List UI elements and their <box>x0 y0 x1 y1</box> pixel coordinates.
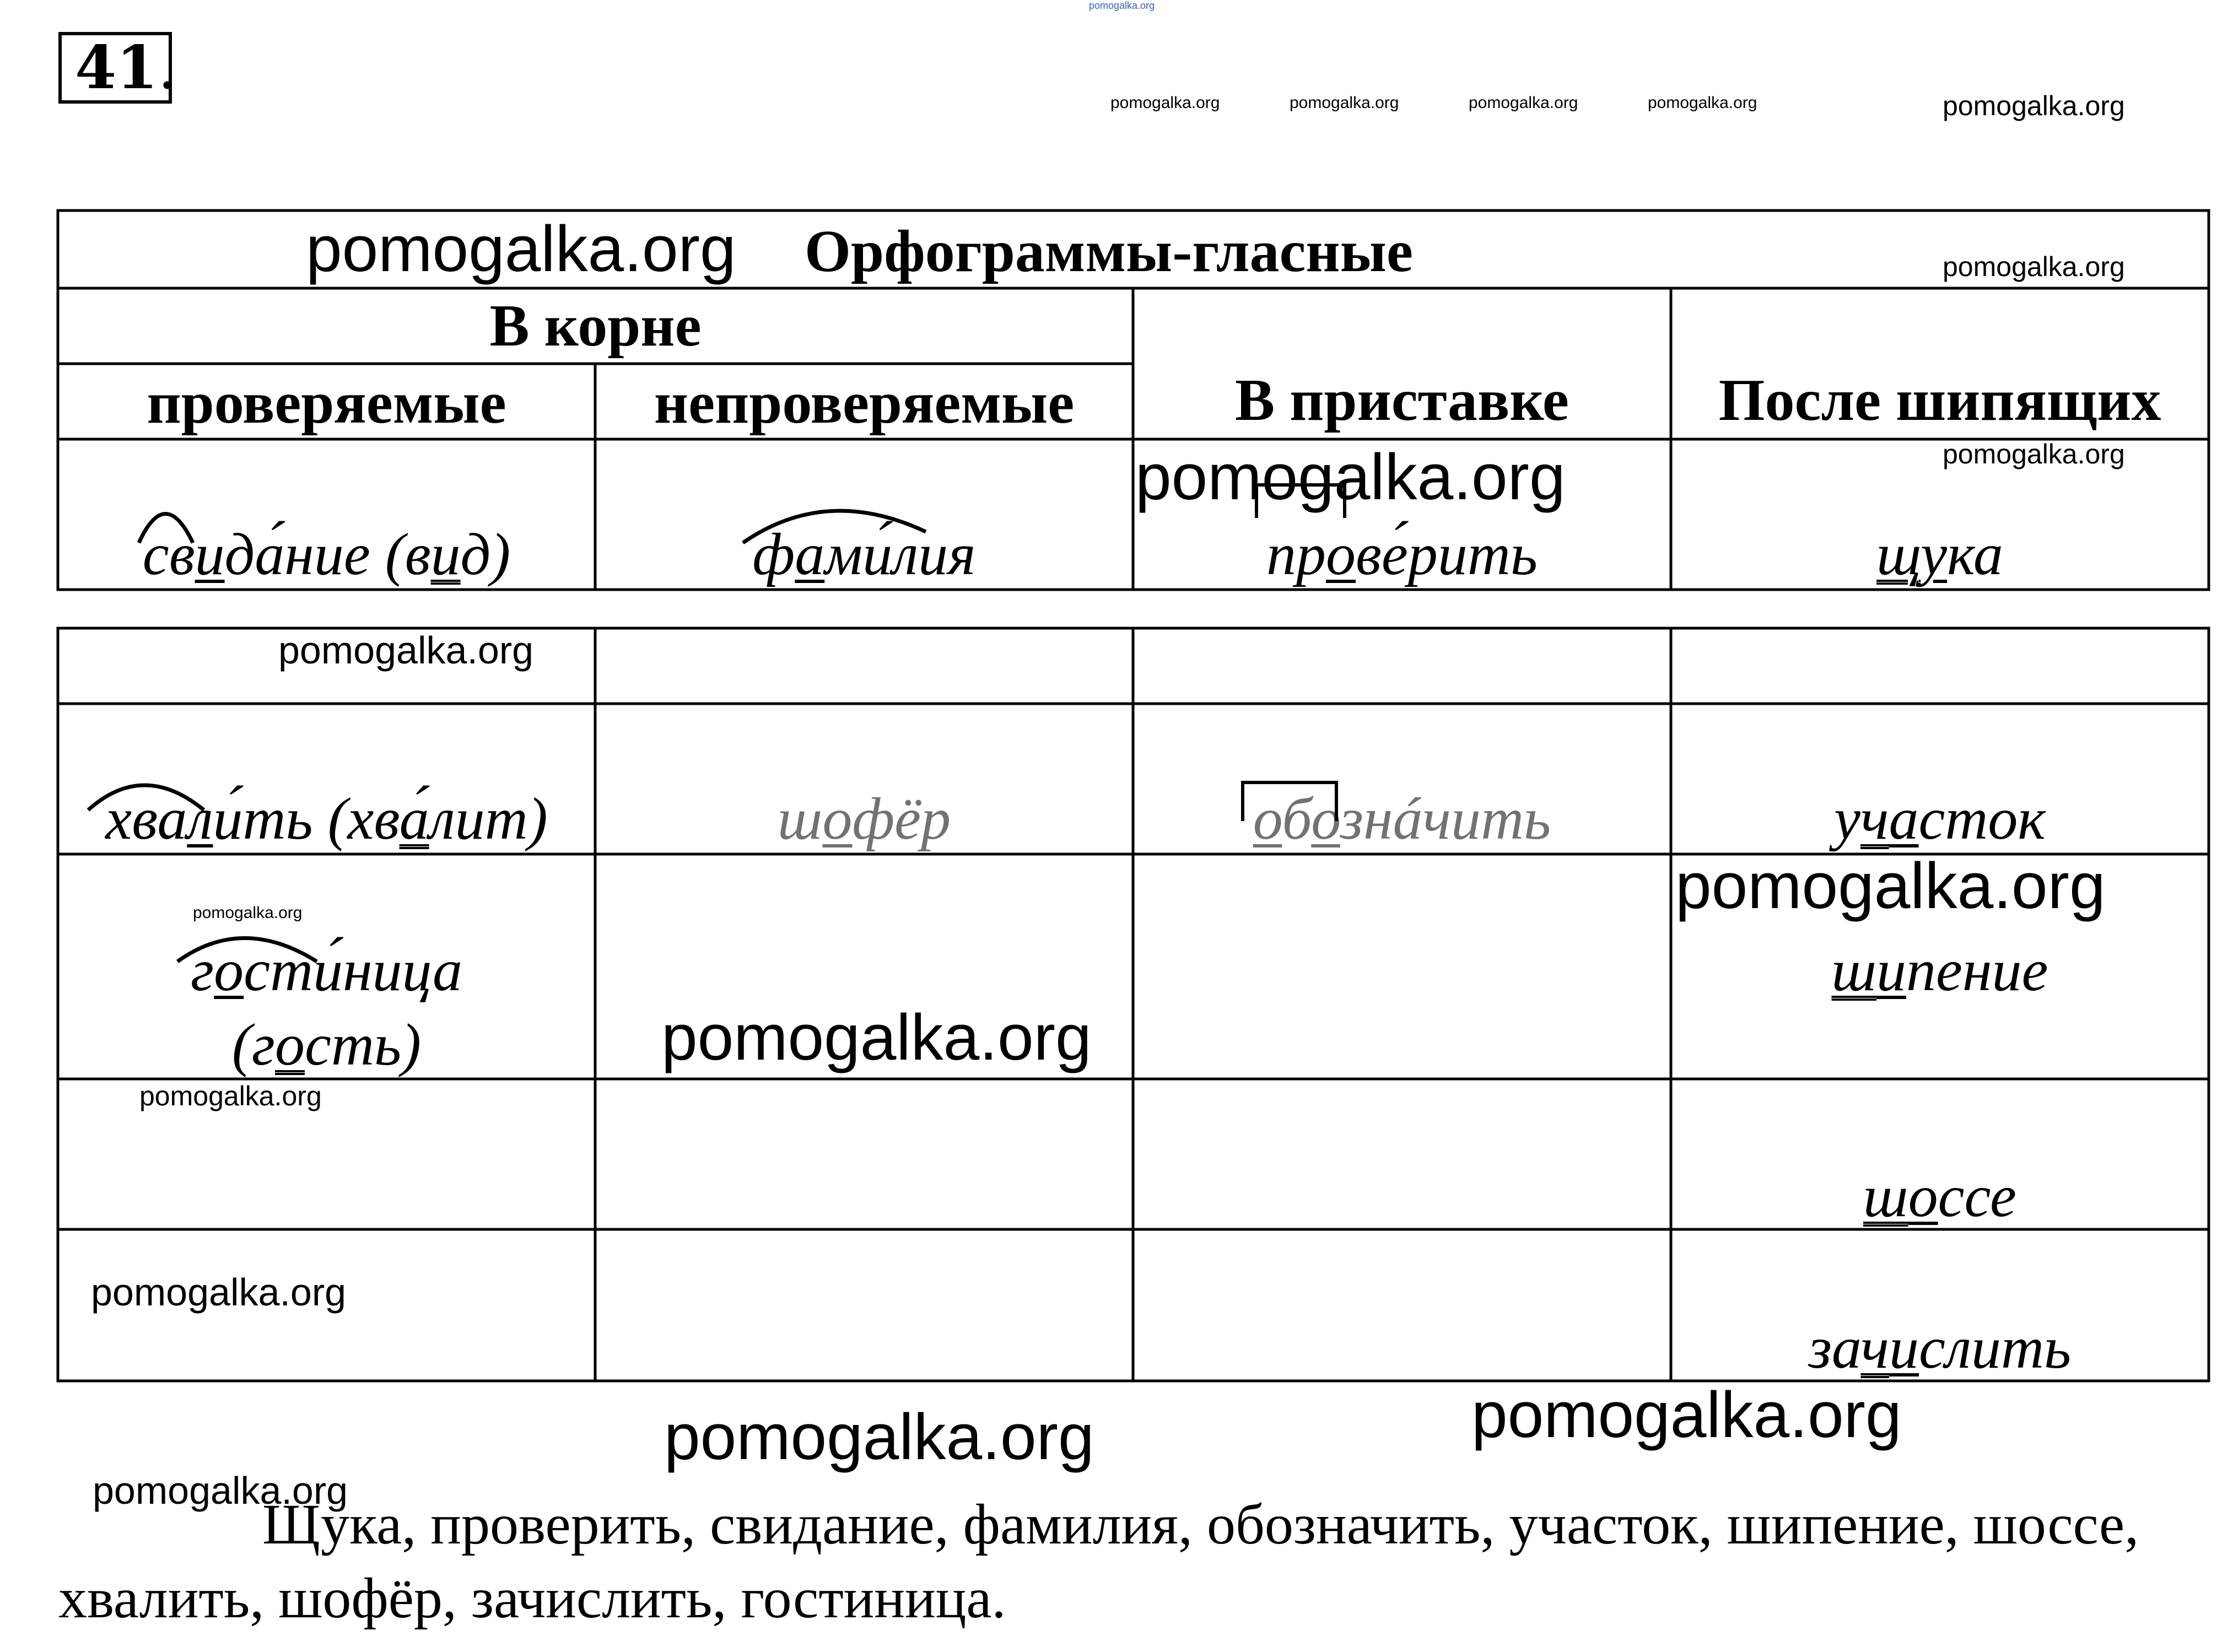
text-part: б <box>1282 786 1312 852</box>
text-part: да́ние (в <box>224 522 431 587</box>
watermark-bottom-center: pomogalka.org <box>664 1401 1094 1473</box>
text-part: (г <box>231 1012 276 1078</box>
text-part: фёр <box>852 786 951 852</box>
word-list-paragraph: Щука, проверить, свидание, фамилия, обозначить, участок, шипение, шоссе, хвалить, шофёр, зачислить, гостиница. <box>58 1493 2139 1630</box>
word-shipenie <box>1671 937 2209 1005</box>
word-familiya <box>595 521 1133 589</box>
watermark-top-1: pomogalka.org <box>1110 94 1220 112</box>
text-part: пр <box>1266 522 1326 587</box>
word-gostinitsa <box>58 937 595 1005</box>
text-part: ш <box>1831 938 1877 1003</box>
watermark-tiny-top: pomogalka.org <box>1089 0 1155 11</box>
watermark-title-right: pomogalka.org <box>1943 251 2125 282</box>
header-after-hissing: После шипящих <box>1718 368 2161 433</box>
header-in-root: В корне <box>489 293 702 359</box>
text-part: сть) <box>305 1012 422 1078</box>
text-part: за <box>1808 1315 1861 1381</box>
text-part: д) <box>460 522 511 587</box>
watermark-top-2: pomogalka.org <box>1290 94 1399 112</box>
watermark-row4-left: pomogalka.org <box>139 1081 322 1111</box>
text-part: о <box>1253 786 1282 852</box>
text-part: и <box>1876 938 1907 1003</box>
word-uchastok <box>1671 785 2209 854</box>
watermark-hissing-cell: pomogalka.org <box>1943 439 2125 469</box>
watermark-bottom-right: pomogalka.org <box>1471 1379 1902 1451</box>
text-part: и <box>195 522 225 587</box>
word-zachislit <box>1671 1314 2209 1383</box>
watermark-table2-top: pomogalka.org <box>278 629 534 672</box>
text-part: л <box>187 786 213 852</box>
text-part: св <box>142 522 195 587</box>
watermark-top-3: pomogalka.org <box>1469 94 1578 112</box>
text-part: ч <box>1860 786 1889 852</box>
text-part: пение <box>1906 938 2048 1003</box>
text-part: слить <box>1919 1315 2072 1381</box>
text-part: и <box>1889 1315 1919 1381</box>
word-proverit <box>1133 521 1671 589</box>
text-part: а <box>795 522 825 587</box>
text-part: лит) <box>429 786 548 852</box>
text-part: о <box>1326 522 1356 587</box>
watermark-prefix-cell: pomogalka.org <box>1135 441 1566 514</box>
text-part: сток <box>1918 786 2046 852</box>
watermark-row3-middle: pomogalka.org <box>661 1001 1092 1074</box>
text-part: сти́ница <box>244 938 462 1003</box>
text-part: ссе <box>1938 1164 2016 1229</box>
word-shchuka <box>1671 521 2209 589</box>
text-part: ми́лия <box>824 522 976 587</box>
text-part: о <box>214 938 244 1003</box>
text-part: о <box>822 786 853 852</box>
text-part: г <box>191 938 214 1003</box>
text-part: знáчить <box>1340 786 1551 852</box>
text-part: ве́рить <box>1356 522 1538 587</box>
text-part: у <box>1921 522 1948 587</box>
text-part: хва <box>105 786 187 852</box>
text-part: о <box>1908 1164 1938 1229</box>
text-part: у <box>1834 786 1860 852</box>
word-shosse <box>1671 1163 2209 1231</box>
header-unchecked: непроверяемые <box>654 370 1075 436</box>
text-part: о <box>275 1012 305 1078</box>
watermark-top-4: pomogalka.org <box>1648 94 1757 112</box>
header-prefix: В приставке <box>1235 368 1569 433</box>
word-svidanie <box>58 521 595 589</box>
text-part: а <box>1889 786 1919 852</box>
watermark-bottom-left: pomogalka.org <box>93 1469 348 1512</box>
text-part: ка <box>1947 522 2003 587</box>
word-shofer <box>595 785 1133 854</box>
text-part: ш <box>777 786 823 852</box>
watermark-top-5: pomogalka.org <box>1943 90 2125 121</box>
word-oboznachit <box>1133 785 1671 854</box>
text-part: и́ть (хв <box>213 786 400 852</box>
header-checked: проверяемые <box>147 370 506 436</box>
text-part: о <box>1311 786 1340 852</box>
exercise-number-dot: . <box>158 34 177 102</box>
word-khvalit <box>58 785 595 854</box>
text-part: а́ <box>399 786 429 852</box>
watermark-row3-right: pomogalka.org <box>1675 850 2106 922</box>
text-part: ш <box>1863 1164 1908 1229</box>
watermark-gostinitsa: pomogalka.org <box>193 904 303 922</box>
text-part: ч <box>1860 1315 1890 1381</box>
watermark-row5-left: pomogalka.org <box>91 1271 347 1314</box>
text-part: и <box>430 522 461 587</box>
text-part: ф <box>752 522 795 587</box>
text-part: щ <box>1876 522 1921 587</box>
exercise-number: 41 <box>75 33 158 102</box>
table-title: Орфограммы-гласные <box>805 219 1413 284</box>
watermark-title-left: pomogalka.org <box>306 213 736 285</box>
word-gost <box>58 1011 595 1079</box>
